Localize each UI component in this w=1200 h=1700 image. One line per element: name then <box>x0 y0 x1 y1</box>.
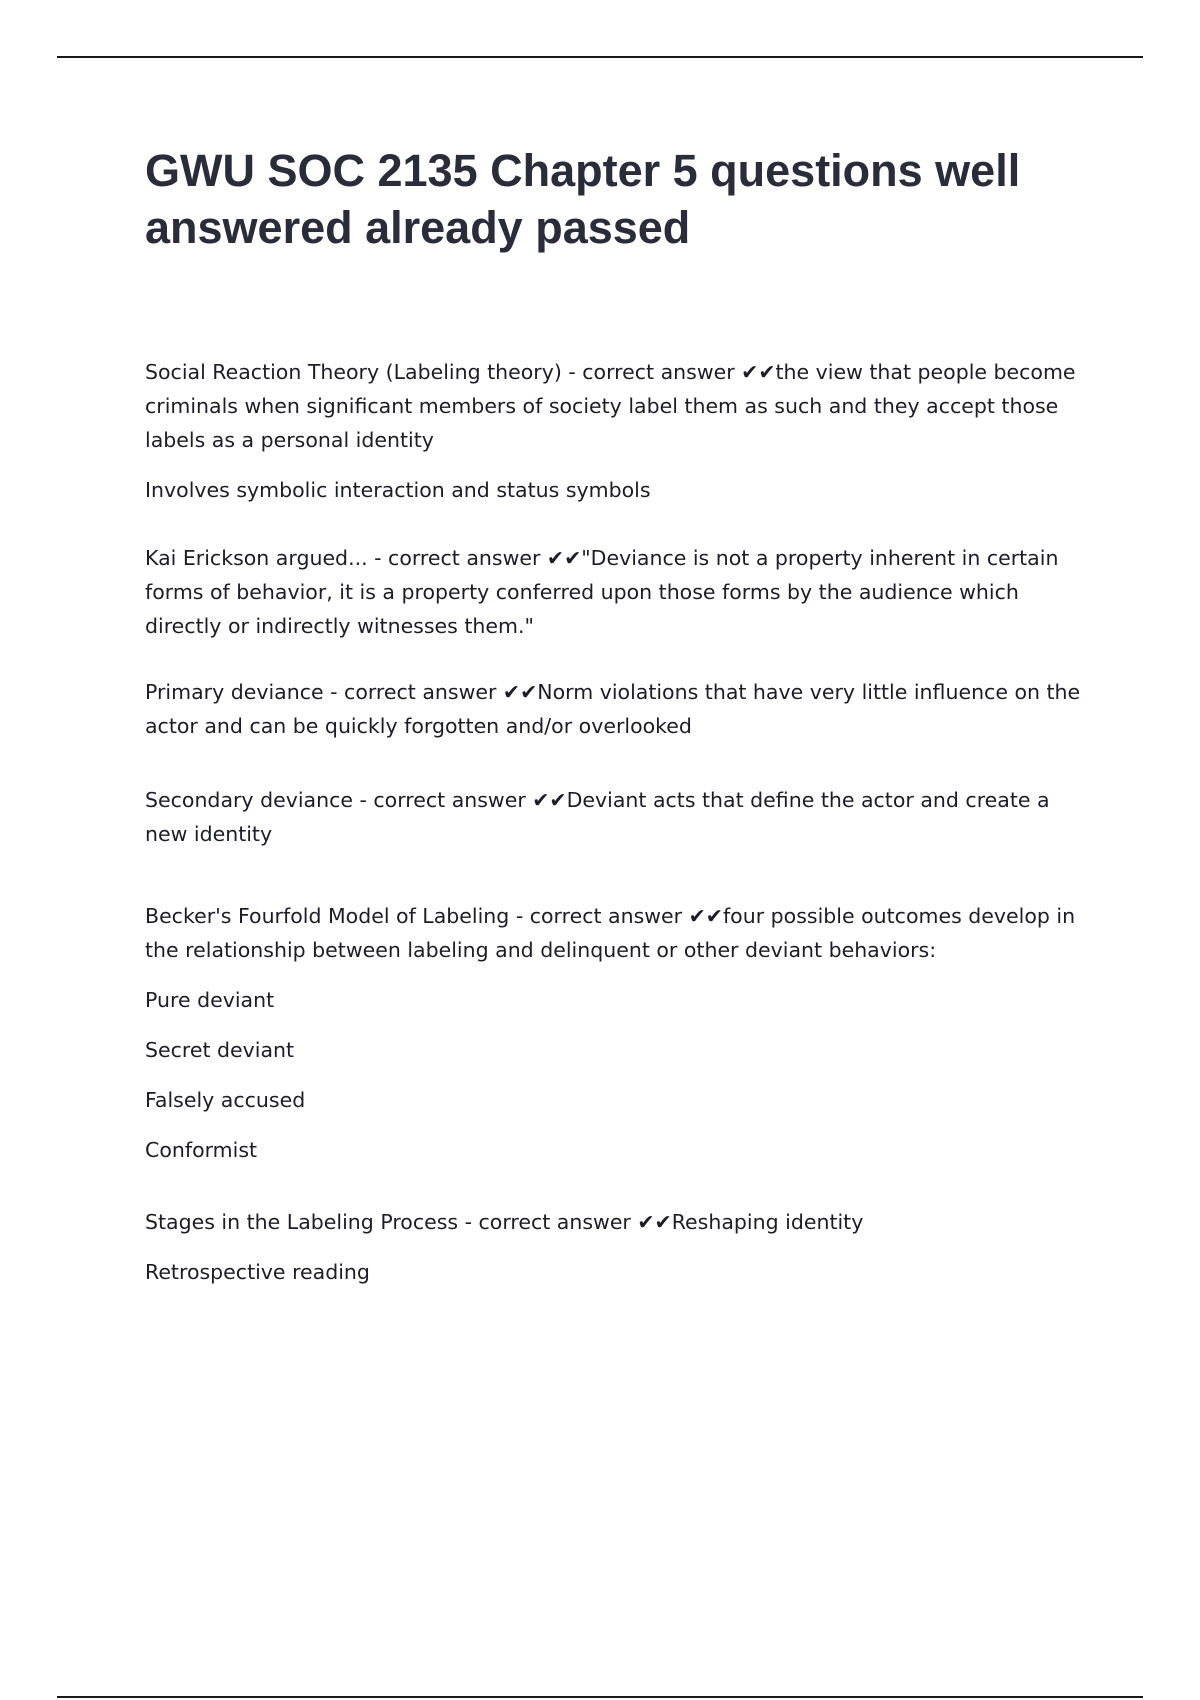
qa-entry-primary-deviance <box>145 675 1095 743</box>
qa-text: Primary deviance - correct answer ✔✔Norm violations that have very little influence on the actor and can be quickly forgotten and/or overlooked <box>145 680 1081 738</box>
list-item: Falsely accused <box>145 1088 306 1112</box>
document-title: GWU SOC 2135 Chapter 5 questions well answered already passed <box>145 145 1021 253</box>
qa-text: Becker's Fourfold Model of Labeling - correct answer ✔✔four possible outcomes develop in the relationship between labeling and delinquent or other deviant behaviors: <box>145 904 1076 962</box>
qa-entry-becker-model <box>145 899 1095 1167</box>
top-divider <box>57 56 1143 58</box>
document-body <box>145 355 1095 1305</box>
list-item: Pure deviant <box>145 988 275 1012</box>
list-item: Conformist <box>145 1138 258 1162</box>
qa-entry-kai-erickson <box>145 541 1095 643</box>
qa-text: Secondary deviance - correct answer ✔✔Deviant acts that define the actor and create a new identity <box>145 788 1050 846</box>
qa-text: Involves symbolic interaction and status symbols <box>145 478 651 502</box>
qa-entry-labeling-stages <box>145 1205 1095 1289</box>
list-item: Secret deviant <box>145 1038 295 1062</box>
qa-entry-secondary-deviance <box>145 783 1095 851</box>
list-item: Retrospective reading <box>145 1260 370 1284</box>
qa-text: Social Reaction Theory (Labeling theory) - correct answer ✔✔the view that people become criminals when significant members of society label them as such and they accept those labels as a personal identity <box>145 360 1076 452</box>
bottom-divider <box>57 1696 1143 1698</box>
qa-entry-labeling-theory <box>145 355 1095 507</box>
qa-text: Kai Erickson argued... - correct answer ✔✔"Deviance is not a property inherent in certain forms of behavior, it is a property conferred upon those forms by the audience which directly or indirectly witnesses them." <box>145 546 1059 638</box>
qa-text: Stages in the Labeling Process - correct answer ✔✔Reshaping identity <box>145 1210 864 1234</box>
